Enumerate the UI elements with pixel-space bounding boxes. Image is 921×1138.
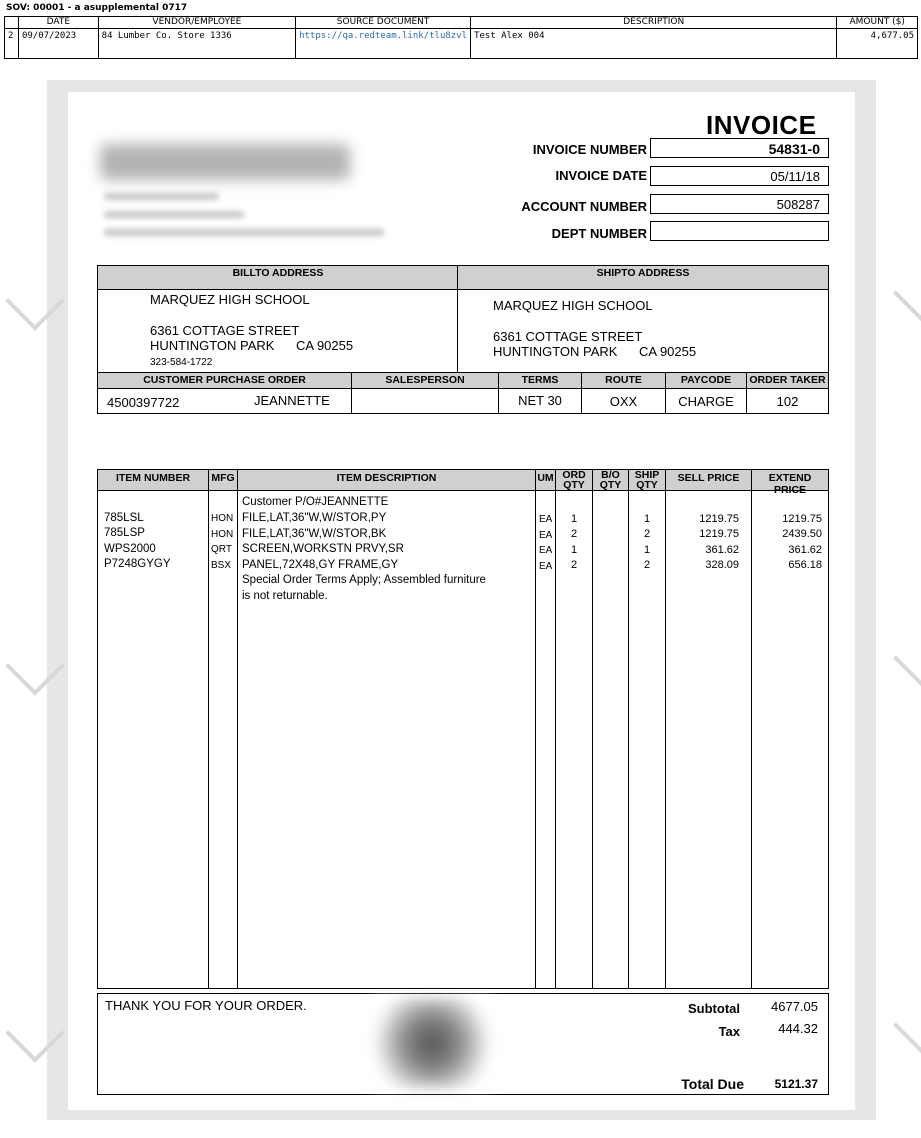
terms-header: TERMS [521, 374, 559, 386]
item-mfg: BSX [211, 560, 232, 571]
invoice-number-value: 54831-0 [650, 138, 829, 158]
bo-qty-header-line2: QTY [599, 479, 622, 491]
sov-col-description: DESCRIPTION [471, 17, 837, 29]
company-address-line [104, 211, 244, 218]
mfg-header: MFG [211, 472, 235, 484]
billto-street: 6361 COTTAGE STREET [150, 323, 300, 338]
thank-you-message: THANK YOU FOR YOUR ORDER. [105, 998, 307, 1013]
billto-city: HUNTINGTON PARK [150, 338, 275, 353]
item-number-header: ITEM NUMBER [115, 472, 191, 484]
tax-label: Tax [718, 1024, 740, 1039]
account-number-label: ACCOUNT NUMBER [521, 199, 647, 214]
route-value: OXX [609, 394, 638, 409]
sov-header-row [5, 17, 918, 29]
total-due-label: Total Due [681, 1076, 744, 1092]
item-ship-qty: 2 [643, 559, 651, 571]
sov-title: SOV: 00001 - a asupplemental 0717 [6, 3, 188, 13]
sov-col-date: DATE [18, 17, 98, 29]
ord-qty-header-line2: QTY [563, 479, 585, 491]
sov-table [4, 16, 918, 59]
item-description: SCREEN,WORKSTN PRVY,SR [242, 543, 404, 555]
paycode-value: CHARGE [678, 394, 734, 409]
item-sell-price: 328.09 [705, 559, 739, 571]
ship-qty-header [629, 470, 665, 490]
divider [535, 469, 536, 989]
item-mfg: HON [211, 513, 234, 524]
dept-number-label: DEPT NUMBER [551, 226, 647, 241]
ship-qty-header-line2: QTY [636, 479, 658, 491]
item-ship-qty: 1 [643, 544, 651, 556]
shipto-name: MARQUEZ HIGH SCHOOL [493, 298, 653, 313]
sov-row-source [296, 29, 471, 59]
sell-price-header: SELL PRICE [677, 472, 740, 484]
billto-phone: 323-584-1722 [150, 357, 213, 368]
company-logo [100, 144, 350, 180]
shipto-city: HUNTINGTON PARK [493, 344, 618, 359]
sov-col-vendor: VENDOR/EMPLOYEE [98, 17, 295, 29]
sov-row-index: 2 [5, 29, 19, 59]
item-number: P7248GYGY [104, 558, 171, 570]
po-header: CUSTOMER PURCHASE ORDER [143, 374, 306, 386]
item-number: 785LSL [104, 512, 144, 524]
item-ord-qty: 1 [570, 544, 578, 556]
sov-col-index [5, 17, 19, 29]
note-customer-po: Customer P/O#JEANNETTE [242, 496, 389, 508]
ord-qty-header-line1: ORD [562, 469, 586, 481]
ship-qty-header-line1: SHIP [634, 469, 660, 481]
sov-row-date: 09/07/2023 [18, 29, 98, 59]
item-ord-qty: 1 [570, 513, 578, 525]
item-description: PANEL,72X48,GY FRAME,GY [242, 559, 399, 571]
po-number: 4500397722 [107, 395, 180, 410]
item-extend-price: 2439.50 [782, 528, 822, 540]
item-mfg: QRT [211, 544, 232, 555]
item-extend-price: 361.62 [788, 544, 822, 556]
watermark-mark-icon [893, 644, 921, 688]
item-ship-qty: 1 [643, 513, 651, 525]
sov-col-source: SOURCE DOCUMENT [296, 17, 471, 29]
billto-name: MARQUEZ HIGH SCHOOL [150, 292, 310, 307]
item-description: FILE,LAT,36"W,W/STOR,BK [242, 528, 387, 540]
invoice-date-label: INVOICE DATE [555, 168, 647, 183]
item-extend-price: 1219.75 [782, 513, 822, 525]
sov-row-description: Test Alex 004 [471, 29, 837, 59]
divider [97, 490, 829, 491]
sov-row[interactable] [5, 29, 918, 59]
ord-qty-header [556, 470, 592, 490]
order-taker-value: 102 [776, 394, 799, 409]
billto-statezip: CA 90255 [296, 338, 354, 353]
item-sell-price: 1219.75 [699, 513, 739, 525]
account-number-value: 508287 [650, 194, 829, 214]
item-description-header: ITEM DESCRIPTION [336, 472, 437, 484]
divider [97, 388, 829, 389]
note-special-order: Special Order Terms Apply; Assembled furniture [242, 574, 486, 586]
item-ord-qty: 2 [570, 559, 578, 571]
divider [592, 469, 593, 989]
extend-price-header: EXTEND PRICE [768, 472, 812, 496]
subtotal-value: 4677.05 [771, 999, 818, 1014]
item-um: EA [539, 514, 553, 525]
billto-header: BILLTO ADDRESS [98, 266, 458, 289]
note-not-returnable: is not returnable. [242, 590, 328, 602]
shipto-street: 6361 COTTAGE STREET [493, 329, 643, 344]
order-taker-header: ORDER TAKER [749, 374, 826, 386]
po-name: JEANNETTE [254, 393, 330, 408]
invoice-title: INVOICE [706, 110, 817, 140]
sov-row-vendor: 84 Lumber Co. Store 1336 [98, 29, 295, 59]
item-number: WPS2000 [104, 543, 156, 555]
item-sell-price: 1219.75 [699, 528, 739, 540]
source-document-link[interactable]: https://qa.redteam.link/tlu8zvl [299, 31, 468, 41]
invoice-number-label: INVOICE NUMBER [532, 142, 647, 157]
item-ord-qty: 2 [570, 528, 578, 540]
divider [351, 372, 352, 414]
subtotal-label: Subtotal [688, 1001, 740, 1016]
bo-qty-header-line1: B/O [601, 469, 620, 481]
invoice-date-value: 05/11/18 [650, 166, 829, 186]
company-address-line [104, 193, 219, 200]
tax-value: 444.32 [778, 1021, 818, 1036]
item-sell-price: 361.62 [705, 544, 739, 556]
item-mfg: HON [211, 529, 234, 540]
signature-stamp [372, 998, 492, 1088]
item-um: EA [539, 530, 553, 541]
paycode-header: PAYCODE [680, 374, 732, 386]
bo-qty-header [593, 470, 628, 490]
item-um: EA [539, 545, 553, 556]
shipto-statezip: CA 90255 [639, 344, 697, 359]
terms-value: NET 30 [518, 393, 562, 408]
um-header: UM [537, 472, 554, 484]
item-description: FILE,LAT,36"W,W/STOR,PY [242, 512, 387, 524]
route-header: ROUTE [605, 374, 642, 386]
shipto-header: SHIPTO ADDRESS [458, 266, 828, 289]
watermark-mark-icon [893, 279, 921, 323]
sov-col-amount: AMOUNT ($) [837, 17, 918, 29]
divider [208, 469, 209, 989]
item-ship-qty: 2 [643, 528, 651, 540]
item-um: EA [539, 561, 553, 572]
watermark-mark-icon [893, 1011, 921, 1055]
divider [97, 289, 829, 290]
total-due-value: 5121.37 [774, 1077, 818, 1091]
dept-number-value [650, 221, 829, 241]
item-extend-price: 656.18 [788, 559, 822, 571]
divider [237, 469, 238, 989]
salesperson-header: SALESPERSON [385, 374, 465, 386]
company-contact-line [104, 229, 384, 236]
divider [457, 265, 458, 372]
item-number: 785LSP [104, 527, 145, 539]
sov-row-amount: 4,677.05 [837, 29, 918, 59]
